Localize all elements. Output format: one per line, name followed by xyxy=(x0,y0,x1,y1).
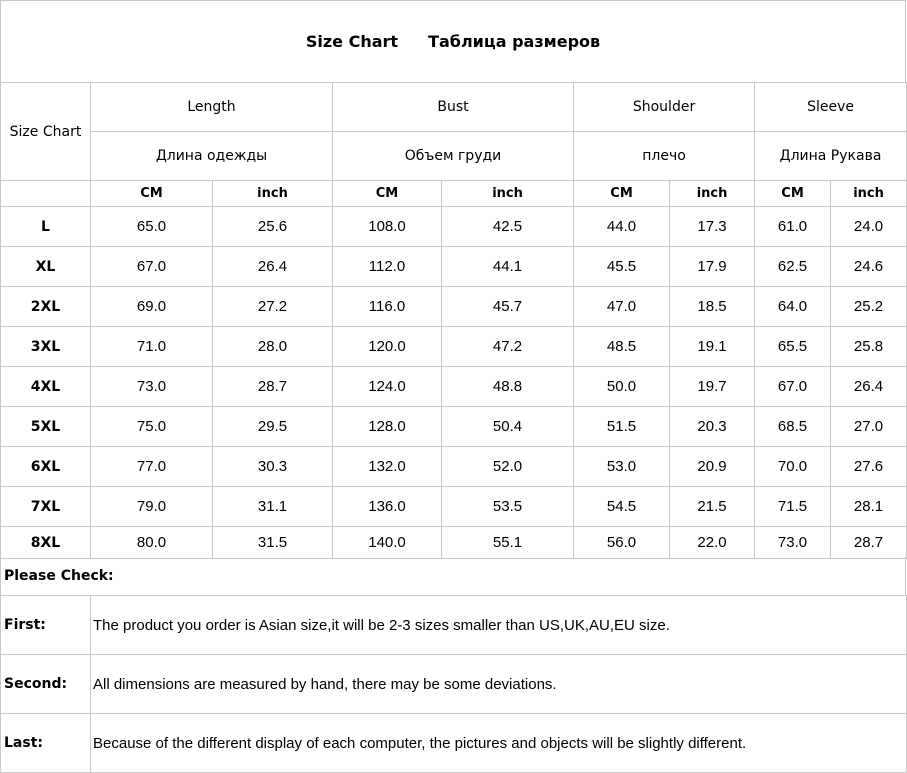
measurement-value: 68.5 xyxy=(755,407,831,447)
measurement-value: 44.0 xyxy=(574,207,670,247)
measurement-value: 20.9 xyxy=(670,447,755,487)
measurement-value: 116.0 xyxy=(333,287,442,327)
title-russian: Таблица размеров xyxy=(428,32,601,51)
header-bust-ru: Объем груди xyxy=(333,132,574,181)
size-row xyxy=(1,527,907,559)
notes-table xyxy=(0,595,907,773)
size-label: XL xyxy=(1,247,91,287)
measurement-value: 47.0 xyxy=(574,287,670,327)
measurement-value: 71.0 xyxy=(91,327,213,367)
measurement-value: 124.0 xyxy=(333,367,442,407)
measurement-value: 53.5 xyxy=(442,487,574,527)
measurement-value: 69.0 xyxy=(91,287,213,327)
size-row xyxy=(1,367,907,407)
note-row-last xyxy=(1,714,907,773)
size-row xyxy=(1,327,907,367)
measurement-value: 19.1 xyxy=(670,327,755,367)
header-sleeve-ru: Длина Рукава xyxy=(755,132,907,181)
measurement-value: 26.4 xyxy=(831,367,907,407)
measurement-value: 61.0 xyxy=(755,207,831,247)
note-row-first xyxy=(1,596,907,655)
measurement-value: 28.1 xyxy=(831,487,907,527)
size-label: 7XL xyxy=(1,487,91,527)
size-label: 8XL xyxy=(1,527,91,559)
measurement-value: 67.0 xyxy=(755,367,831,407)
size-row xyxy=(1,207,907,247)
measurement-value: 51.5 xyxy=(574,407,670,447)
unit-header: CM xyxy=(91,181,213,207)
measurement-value: 62.5 xyxy=(755,247,831,287)
note-text: The product you order is Asian size,it will be 2-3 sizes smaller than US,UK,AU,EU size. xyxy=(91,596,907,655)
measurement-value: 27.2 xyxy=(213,287,333,327)
measurement-value: 29.5 xyxy=(213,407,333,447)
measurement-value: 30.3 xyxy=(213,447,333,487)
size-row xyxy=(1,487,907,527)
measurement-value: 71.5 xyxy=(755,487,831,527)
note-text: All dimensions are measured by hand, there may be some deviations. xyxy=(91,655,907,714)
title-english: Size Chart xyxy=(305,32,399,51)
measurement-value: 20.3 xyxy=(670,407,755,447)
size-row xyxy=(1,407,907,447)
measurement-value: 80.0 xyxy=(91,527,213,559)
notes-heading: Please Check: xyxy=(0,557,906,595)
note-text: Because of the different display of each computer, the pictures and objects will be slightly different. xyxy=(91,714,907,773)
unit-header: inch xyxy=(670,181,755,207)
measurement-value: 25.6 xyxy=(213,207,333,247)
measurement-value: 25.8 xyxy=(831,327,907,367)
unit-header: inch xyxy=(442,181,574,207)
measurement-value: 27.0 xyxy=(831,407,907,447)
measurement-value: 52.0 xyxy=(442,447,574,487)
measurement-value: 120.0 xyxy=(333,327,442,367)
unit-spacer-cell xyxy=(1,181,91,207)
measurement-value: 50.4 xyxy=(442,407,574,447)
measurement-value: 53.0 xyxy=(574,447,670,487)
measurement-value: 17.3 xyxy=(670,207,755,247)
measurement-value: 28.0 xyxy=(213,327,333,367)
measurement-value: 47.2 xyxy=(442,327,574,367)
measurement-value: 140.0 xyxy=(333,527,442,559)
size-label: 6XL xyxy=(1,447,91,487)
header-sleeve-en: Sleeve xyxy=(755,83,907,132)
header-length-ru: Длина одежды xyxy=(91,132,333,181)
note-label: Second: xyxy=(1,655,91,714)
size-column-header: Size Chart xyxy=(1,83,91,181)
unit-header: inch xyxy=(831,181,907,207)
measurement-value: 24.6 xyxy=(831,247,907,287)
chart-title xyxy=(0,0,906,82)
measurement-value: 70.0 xyxy=(755,447,831,487)
size-rows xyxy=(1,207,907,559)
measurement-value: 108.0 xyxy=(333,207,442,247)
header-bust-en: Bust xyxy=(333,83,574,132)
measurement-value: 28.7 xyxy=(831,527,907,559)
size-label: 5XL xyxy=(1,407,91,447)
unit-header: CM xyxy=(574,181,670,207)
header-shoulder-en: Shoulder xyxy=(574,83,755,132)
measurement-value: 28.7 xyxy=(213,367,333,407)
notes-section xyxy=(0,557,906,771)
measurement-value: 45.5 xyxy=(574,247,670,287)
measurement-value: 26.4 xyxy=(213,247,333,287)
measurement-value: 55.1 xyxy=(442,527,574,559)
measurement-value: 75.0 xyxy=(91,407,213,447)
size-row xyxy=(1,287,907,327)
unit-header: CM xyxy=(333,181,442,207)
note-label: First: xyxy=(1,596,91,655)
measurement-value: 31.1 xyxy=(213,487,333,527)
size-table xyxy=(0,82,907,559)
unit-header: CM xyxy=(755,181,831,207)
size-label: 3XL xyxy=(1,327,91,367)
measurement-value: 128.0 xyxy=(333,407,442,447)
size-label: 2XL xyxy=(1,287,91,327)
measurement-value: 19.7 xyxy=(670,367,755,407)
measurement-value: 112.0 xyxy=(333,247,442,287)
measurement-value: 67.0 xyxy=(91,247,213,287)
size-row xyxy=(1,447,907,487)
measurement-value: 44.1 xyxy=(442,247,574,287)
measurement-value: 31.5 xyxy=(213,527,333,559)
measurement-value: 25.2 xyxy=(831,287,907,327)
measurement-value: 17.9 xyxy=(670,247,755,287)
measurement-value: 18.5 xyxy=(670,287,755,327)
measurement-value: 45.7 xyxy=(442,287,574,327)
note-row-second xyxy=(1,655,907,714)
unit-header: inch xyxy=(213,181,333,207)
header-length-en: Length xyxy=(91,83,333,132)
measurement-value: 22.0 xyxy=(670,527,755,559)
measurement-value: 56.0 xyxy=(574,527,670,559)
measurement-value: 24.0 xyxy=(831,207,907,247)
measurement-value: 132.0 xyxy=(333,447,442,487)
measurement-value: 73.0 xyxy=(755,527,831,559)
measurement-value: 48.8 xyxy=(442,367,574,407)
measurement-value: 27.6 xyxy=(831,447,907,487)
size-label: L xyxy=(1,207,91,247)
measurement-value: 21.5 xyxy=(670,487,755,527)
measurement-value: 73.0 xyxy=(91,367,213,407)
measurement-value: 77.0 xyxy=(91,447,213,487)
measurement-value: 50.0 xyxy=(574,367,670,407)
measurement-value: 48.5 xyxy=(574,327,670,367)
size-row xyxy=(1,247,907,287)
measurement-value: 79.0 xyxy=(91,487,213,527)
measurement-value: 42.5 xyxy=(442,207,574,247)
note-label: Last: xyxy=(1,714,91,773)
header-shoulder-ru: плечо xyxy=(574,132,755,181)
measurement-value: 65.5 xyxy=(755,327,831,367)
measurement-value: 64.0 xyxy=(755,287,831,327)
measurement-value: 54.5 xyxy=(574,487,670,527)
measurement-value: 65.0 xyxy=(91,207,213,247)
size-label: 4XL xyxy=(1,367,91,407)
measurement-value: 136.0 xyxy=(333,487,442,527)
